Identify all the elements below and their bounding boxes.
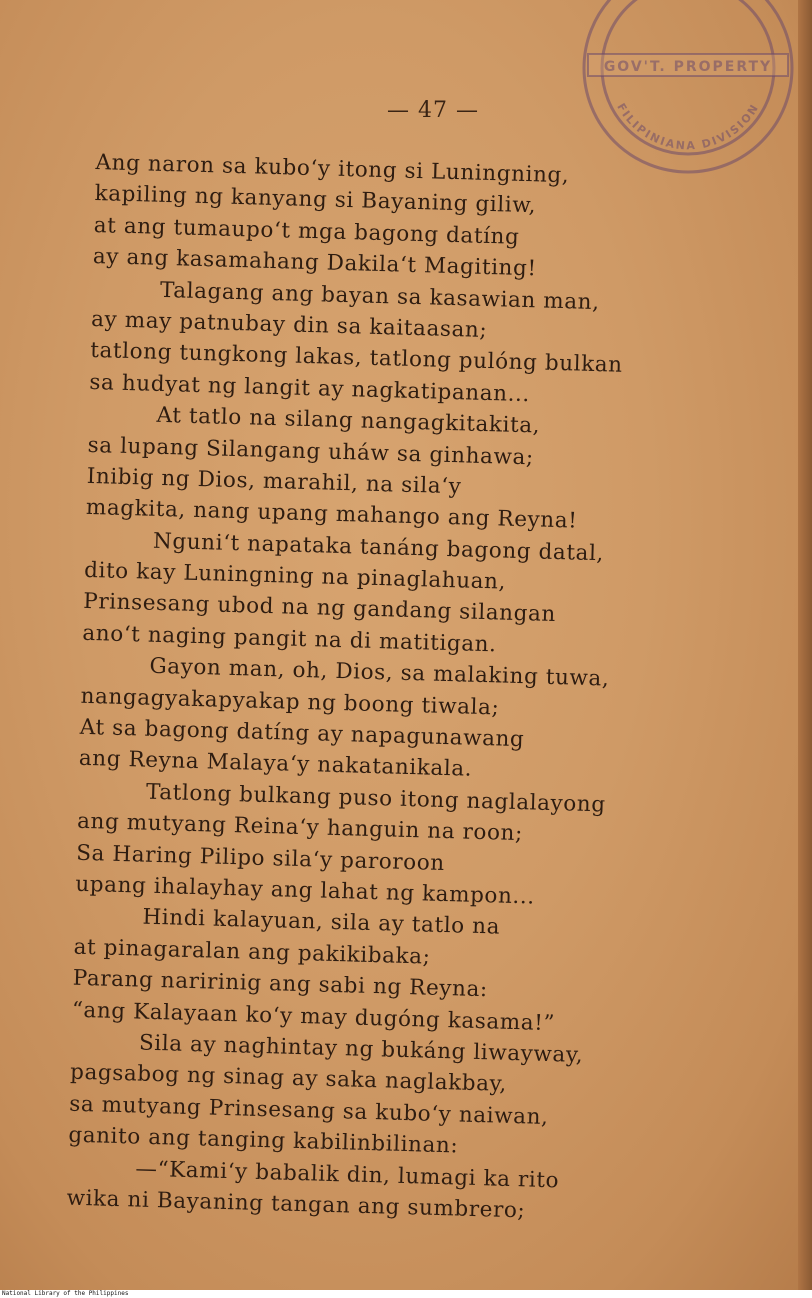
poem-line: Sila ay naghintay ng bukáng liwayway, — [138, 1030, 584, 1068]
library-stamp — [578, 0, 798, 178]
poem-line: sa lupang Silangang uháw sa ginhawa; — [87, 432, 535, 470]
book-spine-edge — [798, 0, 812, 1290]
poem-line: at pinagaralan ang pakikibaka; — [73, 934, 431, 970]
poem-line: Ang naron sa kubo‘y itong si Luningning, — [95, 149, 570, 189]
poem-line: ay ang kasamahang Dakila‘t Magiting! — [92, 244, 537, 282]
poem-line: “ang Kalayaan ko‘y may dugóng kasama!” — [71, 997, 556, 1036]
poem-line: nangagyakapyakap ng boong tiwala; — [80, 683, 500, 721]
poem-line: —“Kami‘y babalik din, lumagi ka rito — [135, 1156, 560, 1193]
poem-line: ano‘t naging pangit na di matitigan. — [82, 620, 497, 658]
footer-credit-text: National Library of the Philippines — [2, 1290, 129, 1297]
poem-line: tatlong tungkong lakas, tatlong pulóng bulkan — [89, 338, 623, 379]
poem-line: Sa Haring Pilipo sila‘y paroroon — [75, 840, 446, 876]
poem-line: magkita, nang upang mahango ang Reyna! — [85, 495, 578, 534]
poem-line: Prinsesang ubod na ng gandang silangan — [82, 589, 557, 628]
stamp-text-property: GOV'T. PROPERTY — [603, 59, 773, 75]
poem-line: sa hudyat ng langit ay nagkatipanan... — [89, 369, 531, 407]
poem-line: ay may patnubay din sa kaitaasan; — [90, 306, 488, 343]
poem-line: Talagang ang bayan sa kasawian man, — [159, 277, 600, 315]
poem-line: at ang tumaupo‘t mga bagong datíng — [93, 212, 520, 250]
poem-line: At tatlo na silang nangagkitakita, — [156, 402, 541, 439]
poem-line: Hindi kalayuan, sila ay tatlo na — [142, 904, 501, 940]
poem-line: Parang naririnig ang sabi ng Reyna: — [72, 965, 489, 1003]
poem-line: wika ni Bayaning tangan ang sumbrero; — [66, 1185, 526, 1224]
poem-text — [66, 147, 736, 1232]
page-number: — 47 — — [387, 98, 479, 123]
footer-credit — [0, 1290, 812, 1298]
poem-line: upang ihalayhay ang lahat ng kampon... — [75, 871, 536, 910]
poem-line: pagsabog ng sinag ay saka naglakbay, — [69, 1059, 508, 1098]
poem-line: ang Reyna Malaya‘y nakatanikala. — [78, 746, 473, 783]
poem-line: sa mutyang Prinsesang sa kubo‘y naiwan, — [68, 1091, 549, 1130]
poem-line: Tatlong bulkang puso itong naglalayong — [145, 779, 606, 818]
poem-line: ang mutyang Reina‘y hanguin na roon; — [76, 808, 524, 847]
poem-line: Inibig ng Dios, marahil, na sila‘y — [86, 463, 462, 500]
poem-line: At sa bagong datíng ay napagunawang — [79, 714, 525, 753]
poem-line: Gayon man, oh, Dios, sa malaking tuwa, — [149, 653, 610, 692]
poem-line: kapiling ng kanyang si Bayaning giliw, — [94, 181, 537, 219]
poem-line: ganito ang tanging kabilinbilinan: — [68, 1122, 459, 1159]
poem-line: dito kay Luningning na pinaglahuan, — [83, 557, 507, 595]
stamp-text-division: FILIPINIANA DIVISION — [614, 100, 762, 153]
poem-line: Nguni‘t napataka tanáng bagong datal, — [152, 528, 605, 567]
